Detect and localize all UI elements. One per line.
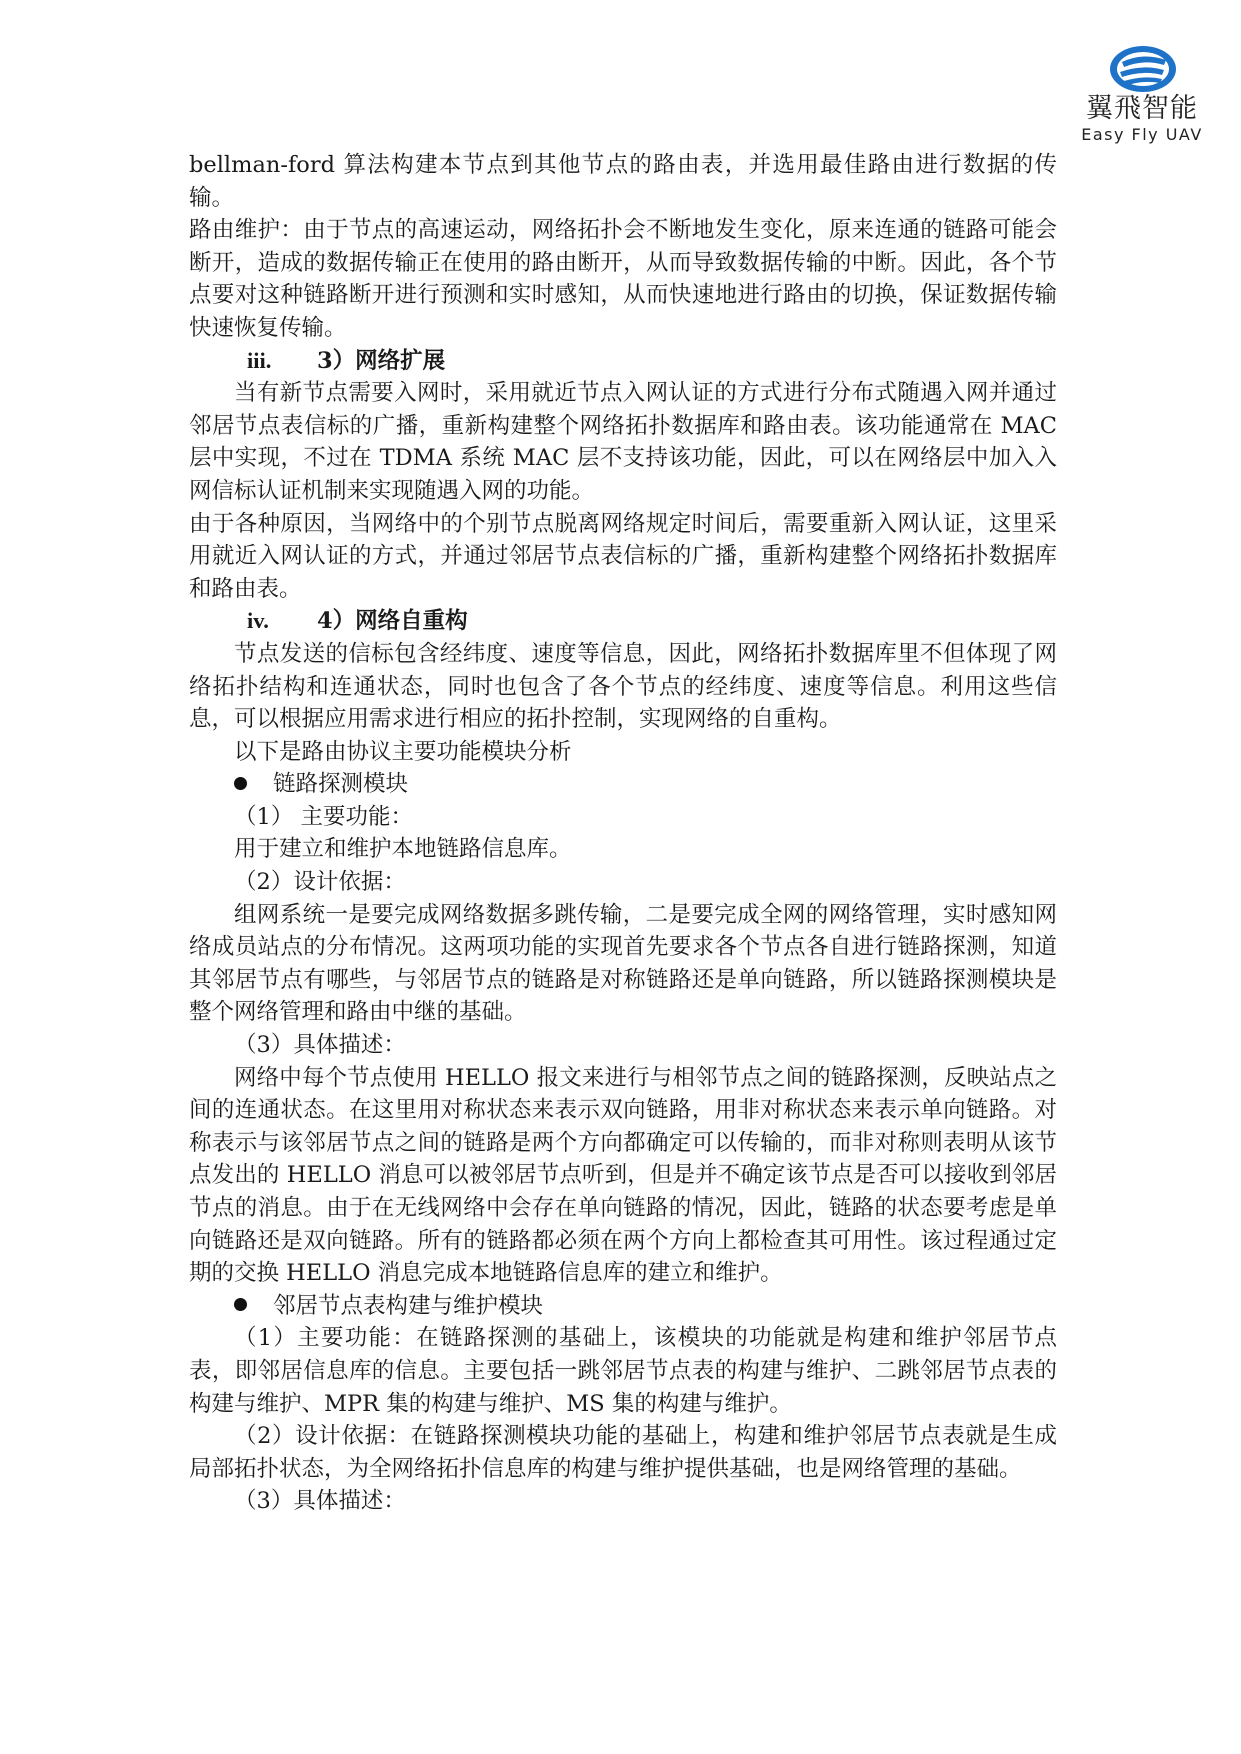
paragraph: bellman-ford 算法构建本节点到其他节点的路由表，并选用最佳路由进行数据的传输。	[189, 152, 1057, 211]
paragraph: 网络中每个节点使用 HELLO 报文来进行与相邻节点之间的链路探测，反映站点之间的连通状态。在这里用对称状态来表示双向链路，用非对称状态来表示单向链路。对称表示与该邻居节点之间的链路是两个方向都确定可以传输的，而非对称则表明从该节点发出的 HELLO 消息可以被邻居节点听到，但是并不确定该节点是否可以接收到邻居节点的消息。由于在无线网络中会存在单向链路的情况，因此，链路的状态要考虑是单向链路还是双向链路。所有的链路都必须在两个方向上都检查其可用性。该过程通过定期的交换 HELLO 消息完成本地链路信息库的建立和维护。	[189, 1064, 1057, 1287]
paragraph: （1）主要功能：在链路探测的基础上，该模块的功能就是构建和维护邻居节点表，即邻居信息库的信息。主要包括一跳邻居节点表的构建与维护、二跳邻居节点表的构建与维护、MPR 集的构建与维护、MS 集的构建与维护。	[189, 1325, 1057, 1417]
bullet-item	[189, 768, 1057, 801]
logo-brand-cn: 翼飛智能	[1086, 93, 1198, 124]
easy-fly-logo-icon	[1108, 44, 1178, 94]
paragraph: （2）设计依据：在链路探测模块功能的基础上，构建和维护邻居节点表就是生成局部拓扑状态，为全网络拓扑信息库的构建与维护提供基础，也是网络管理的基础。	[189, 1423, 1057, 1482]
heading-title: 4）网络自重构	[317, 608, 468, 635]
heading-number: iii.	[247, 347, 272, 373]
bullet-label: 链路探测模块	[273, 771, 409, 798]
paragraph: 以下是路由协议主要功能模块分析	[234, 738, 572, 765]
heading-number: iv.	[247, 608, 269, 634]
paragraph: （2）设计依据：	[234, 869, 406, 896]
section-heading	[189, 605, 1057, 638]
paragraph: 当有新节点需要入网时，采用就近节点入网认证的方式进行分布式随遇入网并通过邻居节点表信标的广播，重新构建整个网络拓扑数据库和路由表。该功能通常在 MAC 层中实现，不过在 TDMA 系统 MAC 层不支持该功能，因此，可以在网络层中加入入网信标认证机制来实现随遇入网的功能。	[189, 380, 1057, 504]
paragraph: （3）具体描述：	[234, 1032, 406, 1059]
document-body	[189, 149, 1057, 1518]
paragraph: 用于建立和维护本地链路信息库。	[234, 836, 572, 863]
bullet-label: 邻居节点表构建与维护模块	[273, 1292, 544, 1319]
bullet-item	[189, 1290, 1057, 1323]
paragraph: （1） 主要功能：	[234, 803, 413, 830]
logo-brand-en: Easy Fly UAV	[1081, 125, 1203, 144]
paragraph: 由于各种原因，当网络中的个别节点脱离网络规定时间后，需要重新入网认证，这里采用就近入网认证的方式，并通过邻居节点表信标的广播，重新构建整个网络拓扑数据库和路由表。	[189, 510, 1057, 602]
paragraph: 组网系统一是要完成网络数据多跳传输，二是要完成全网的网络管理，实时感知网络成员站点的分布情况。这两项功能的实现首先要求各个节点各自进行链路探测，知道其邻居节点有哪些，与邻居节点的链路是对称链路还是单向链路，所以链路探测模块是整个网络管理和路由中继的基础。	[189, 901, 1057, 1026]
paragraph: 节点发送的信标包含经纬度、速度等信息，因此，网络拓扑数据库里不但体现了网络拓扑结构和连通状态，同时也包含了各个节点的经纬度、速度等信息。利用这些信息，可以根据应用需求进行相应的拓扑控制，实现网络的自重构。	[189, 640, 1057, 733]
paragraph: （3）具体描述：	[234, 1488, 406, 1515]
company-logo	[1074, 44, 1224, 144]
section-heading	[189, 345, 1057, 378]
paragraph: 路由维护：由于节点的高速运动，网络拓扑会不断地发生变化，原来连通的链路可能会断开，造成的数据传输正在使用的路由断开，从而导致数据传输的中断。因此，各个节点要对这种链路断开进行预测和实时感知，从而快速地进行路由的切换，保证数据传输快速恢复传输。	[189, 217, 1057, 341]
bullet-dot-icon	[234, 777, 247, 790]
bullet-dot-icon	[234, 1298, 247, 1311]
heading-title: 3）网络扩展	[317, 347, 446, 374]
